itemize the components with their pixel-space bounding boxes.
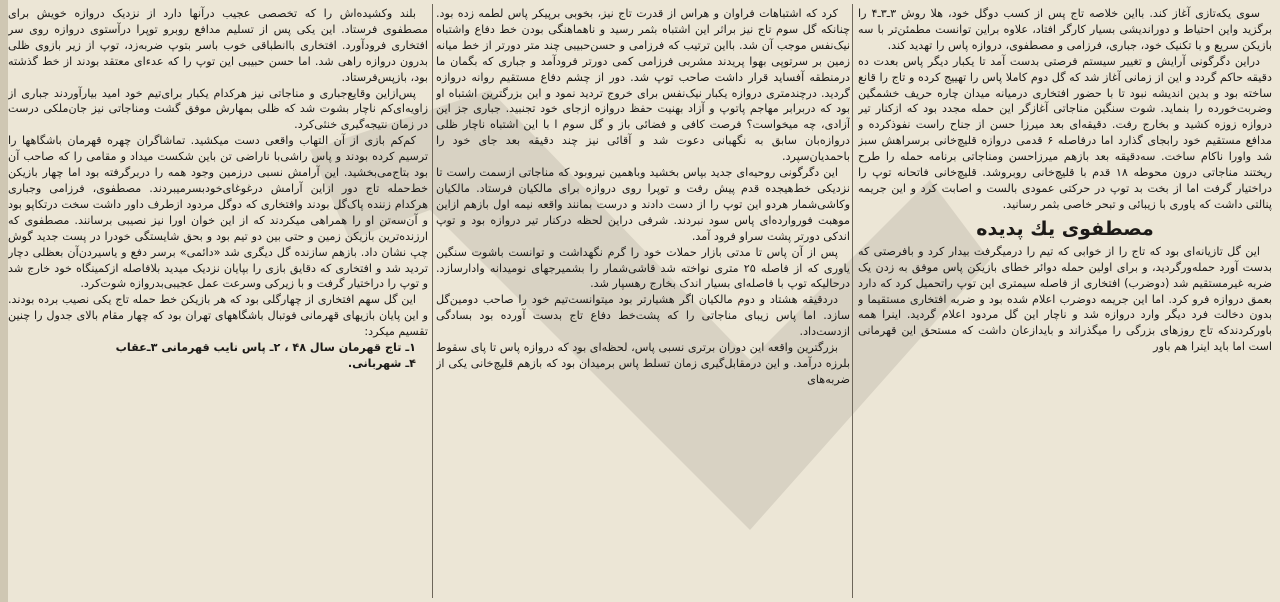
paragraph: کم‌کم بازی از آن التهاب واقعی دست میکشید. تماشاگران چهره قهرمان باشگاهها را ترسیم کرده بودند و پاس راشی‌با ناراضی تن باین شکست میداد و مقامی را که صاحب آن بود بتاج‌می‌بخشید. این آرامش نسبی درزمین وجود همه را دربرگرفته بود اما چهار بازیکن خط‌حمله تاج دور ازاین آرامش درغوغای‌خودبسرمیبردند. مصطفوی، فرزامی وجباری هرکدام زننده پاک‌گل بودند وافتخاری که دوگل مردود ازطرف داور داشت سخت درتکاپو بود و آن‌سه‌تن او را همراهی میکردند که از این خوان اورا نیز نصیبی برسانند. مصطفوی که ارزنده‌ترین بازیکن زمین و حتی بین دو تیم بود و بحق شایستگی خودرا در پست جدید گوش چپ نشان داد. بازهم سازنده گل دیگری شد «دائمی» برسر دفع و یاسیردن‌آن بعظلی دچار تردید شد و افتخاری که دقایق بازی را بپایان نزدیک میدید بلافاصله ازکمینگاه خود خارج شد و توپ را دراختیار گرفت و با زیرکی وسرعت عمل عجیبی‌بدروازه شوت‌کرد.: [8, 134, 428, 291]
paragraph: دردقیقه هشتاد و دوم مالکیان اگر هشیارتر بود میتوانست‌تیم خود را صاحب دومین‌گل سازد. اما پاس زیبای مناجاتی را که پشت‌خط دفاع تاج بدست آورده بود بسادگی ازدست‌داد.: [436, 293, 850, 339]
paragraph: این گل تازیانه‌ای بود که تاج را از خوابی که تیم را درمیگرفت بیدار کرد و بافرصتی که بدست آورد حمله‌ورگردید، و برای اولین حمله دوائر خطای بازیکن پاس موفق به زدن یک ضربه غیرمستقیم شد (دوضرب) افتخاری از فاصله سیمتری این توپ راتحمیل کرد که دارد بعمق دروازه فرو کرد. اما این جریمه دوضرب اعلام شده بود و ضربه افتخاری مستقیما و بدون دخالت فرد دیگر وارد دروازه شد و ناچار این گل مردود اعلام گردید. اینرا همه باورکردندکه تاج روزهای بزرگی را میگذراند و بایدازعان داشت که مستحق این قهرمانی است اما باید اینرا هم باور: [858, 244, 1272, 354]
paragraph: کرد که اشتباهات فراوان و هراس از قدرت تاج نیز، بخوبی برپیکر پاس لطمه زده بود. چنانکه گل سوم تاج نیز براثر این اشتباه بثمر رسید و ناهماهنگی بودن خط دفاع واشتباه نیک‌نفس موجب آن شد. بااین ترتیب که فرزامی و حسن‌حبیبی چند متر دورتر از خط میانه زمین بر سرتوپی بهوا پریدند مشربی فرزامی کمی دورتر فرودآمد و جباری که بگمان ما درمنطقه آفساید قرار داشت صاحب توپ شد. دور از چشم دفاع مستقیم روانه دروازه گردید. درچندمتری دروازه یکبار نیک‌نفس برای خروج تردید نمود و این بزرگترین اشتباه او بود که دربرابر مهاجم پاتوپ و آزاد بهنیت حفظ دروازه ازجای خود تجنبید. جباری جز این آزادی، چه میخواست؟ فرصت کافی و فضائی باز و گل سوم ا با این اشتباه ناچار ظلی دروازه‌بان سابق به نگهبانی دعوت شد و آقائی نیز چند دقیقه بعد جای خود را باحمدیان‌سپرد.: [436, 7, 850, 164]
page-left-edge: [0, 0, 8, 602]
paragraph: بلند وکشیده‌اش را که تخصصی عجیب درآنها دارد از نزدیک دروازه خویش برای مصطفوی فرستاد. این یکی پس از تسلیم مدافع روبرو توپرا درآستوی دروازه روی سر افتخاری فرودآورد. افتخاری باانطباقی خوب باسر بتوپ ضربه‌زد، توپ از زیر بازوی ظلی بدرون دروازه راهی شد. اما حسن حبیبی این توپ را که عدء‌ای معتقد بودند از خط گذشته بود، بازپس‌فرستاد.: [8, 7, 428, 84]
article-column-right: [858, 6, 1272, 596]
standings-line: ۱ـ تاج قهرمان سال ۴۸ ، ۲ـ پاس نایب قهرمانی ۳ـ‌عقاب: [115, 341, 416, 355]
standings-line: ۴ـ شهربانی.: [347, 356, 416, 370]
column-rule: [432, 4, 433, 598]
section-heading: مصطفوی یك پدیده: [976, 217, 1154, 240]
column-rule: [852, 4, 853, 598]
paragraph: بزرگترین واقعه این دوران برتری نسبی پاس، لحظه‌ای بود که دروازه پاس تا پای سقوط بلرزه درآمد. و این درمقابل‌گیری زمان تسلط پاس برمیدان بود که بازهم قلیچ‌خانی یکی از ضربه‌های: [436, 341, 850, 386]
article-column-left: [8, 6, 428, 596]
paragraph: دراین دگرگونی آرایش و تغییر سیستم فرصتی بدست آمد تا یکبار دیگر پاس بعدت ده دقیقه حاکم گردد و این از زمانی آغاز شد که گل دوم کاملا پاس را تهییج کرده و تاج را قانع ساخته بود و بدین اندیشه نبود تا با حضور افتخاری درمیانه میدان چاره حریف خشمگین وضربت‌خورده را بنماید. شوت سنگین مناجاتی آغازگر این حمله مجدد بود که ازکنار تیر دروازه زوزه کشید و بخارج رفت. دقیقه‌ای بعد میرزا حسن از جناح راست نفوذکرده و مدافع مستقیم خود رابجای گذارد اما درفاصله ۶ قدمی دروازه قلیچ‌خانی برسراهش سبز شد واورا ناکام ساخت. سه‌دقیقه بعد بازهم میرزاحسن ومناجاتی برنامه حمله را طرح ریختند مناجاتی درون محوطه ۱۸ قدم با قلیچ‌خانی روبروشد. قلیچ‌خانی فاتحانه توپ را دراختیار گرفت اما از بخت بد توپ در حرکتی عمودی بالست و اصابت کرد و این جریمه پنالتی داشت که یاوری با زیبائی و تبحر خاصی بثمر رسانید.: [858, 54, 1272, 211]
paragraph: پس‌ازاین وقایع‌جباری و مناجاتی نیز هرکدام یکبار برای‌تیم خود امید بیارآوردند جباری از زاویه‌ای‌کم ناچار بشوت شد که ظلی بمهارش موفق گشت ومناجاتی نیز جان‌ملکی درست در زمان نتیجه‌گیری خنثی‌کرد.: [8, 86, 428, 132]
paragraph: این دگرگونی روحیه‌ای جدید بپاس بخشید وباهمین نیروبود که مناجاتی ازسمت راست تا نزدیکی خط‌هیجده قدم پیش رفت و توپرا روی دروازه برای مالکیان فرستاد. مالکیان وکاشی‌شمار هردو این توپ را از دست دادند و درست بمانند واقعه نیمه اول بازهم ازاین موهبت فوروارده‌ای پاس سود نبردند. شرفی دراین لحظه درکنار تیر دروازه بود و توپ اندکی دورتر پشت سراو فرود آمد.: [436, 166, 850, 243]
paragraph: این گل سهم افتخاری از چهارگلی بود که هر بازیکن خط حمله تاج یکی نصیب برده بودند. و این پایان بازیهای قهرمانی فوتبال باشگاههای تهران بود که چهار مقام بالای جدول را چنین تقسیم میکرد:: [8, 293, 428, 339]
paragraph: پس از آن پاس تا مدتی بازار حملات خود را گرم نگهداشت و توانست باشوت سنگین یاوری که از فاصله ۲۵ متری نواخته شد قاشی‌شمار را بشمیرجهای نومیدانه وادارسازد. درحالیکه توپ با فاصله‌ای بسیار اندک بخارج رهسپار شد.: [436, 245, 850, 291]
article-column-middle: [436, 6, 850, 596]
paragraph: سوی یکه‌تازی آغاز کند. بااین خلاصه تاج پس از کسب دوگل خود، هلا روش ۳ـ۳ـ۴ را برگزید واین احتیاط و دوراندیشی بسیار کارگر افتاد، علاوه براین توانست مطمئن‌تر با سه بازیکن سریع و با تکنیک خود، جباری، فرزامی و مصطفوی، دروازه پاس را تهدید کند.: [858, 7, 1272, 52]
